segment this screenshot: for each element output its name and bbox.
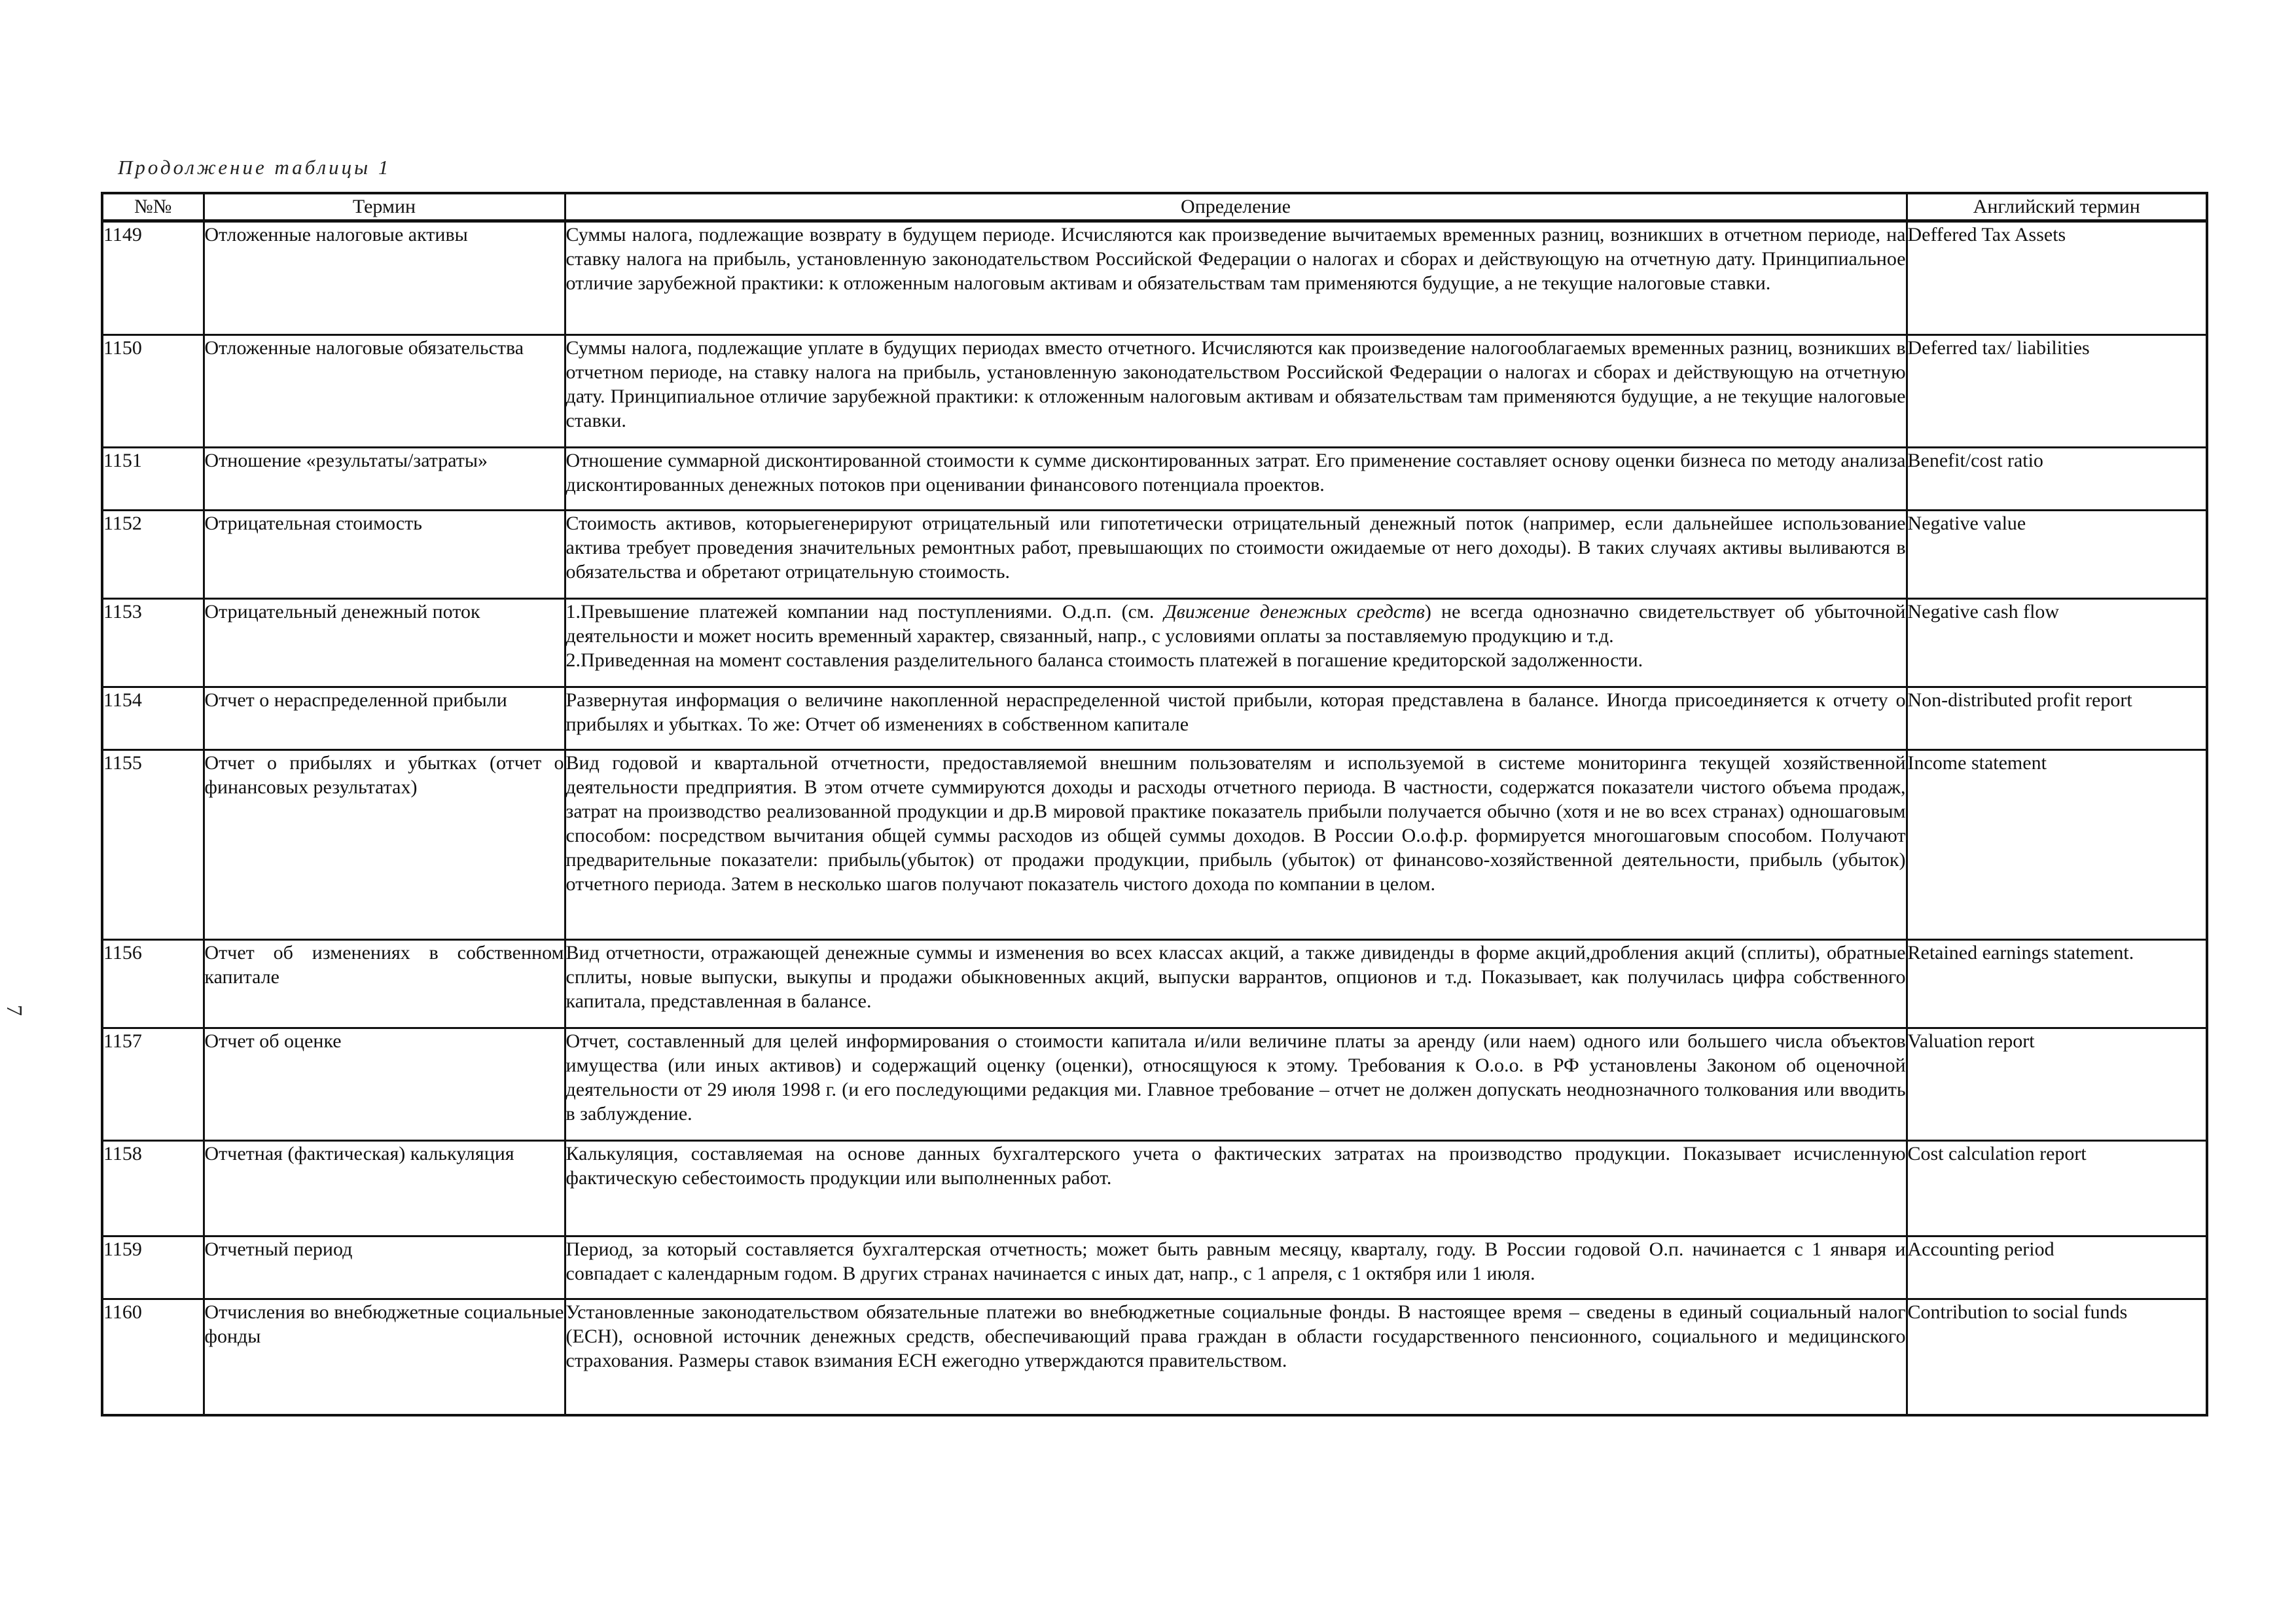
- cell-term: Отчетный период: [204, 1236, 565, 1299]
- cell-num: 1160: [102, 1299, 204, 1415]
- cell-num: 1152: [102, 510, 204, 598]
- table-row: [102, 221, 2207, 334]
- cell-term: Отрицательный денежный поток: [204, 598, 565, 687]
- table-row: [102, 510, 2207, 598]
- cell-english: Retained earnings statement.: [1907, 939, 2207, 1028]
- cell-term: Отчет об оценке: [204, 1028, 565, 1140]
- cell-definition: Отношение суммарной дисконтированной стоимости к сумме дисконтированных затрат. Его применение составляет основу оценки бизнеса по методу анализа дисконтированных денежных потоков при оценивании финансового потенциала проектов.: [565, 447, 1907, 510]
- cell-english: Deffered Tax Assets: [1907, 221, 2207, 334]
- cell-definition: Калькуляция, составляемая на основе данных бухгалтерского учета о фактических затратах на производство продукции. Показывает исчисленную фактическую себестоимость продукции или выполненных работ.: [565, 1140, 1907, 1236]
- table-row: [102, 1236, 2207, 1299]
- cell-term: Отношение «результаты/затраты»: [204, 447, 565, 510]
- cell-num: 1157: [102, 1028, 204, 1140]
- cell-definition: Установленные законодательством обязательные платежи во внебюджетные социальные фонды. В настоящее время – сведены в единый социальный налог (ЕСН), основной источник денежных средств, обеспечивающий права граждан в области государственного пенсионного, социального и медицинского страхования. Размеры ставок взимания ЕСН ежегодно утверждаются правительством.: [565, 1299, 1907, 1415]
- cross-reference: Движение денежных средств: [1164, 600, 1425, 623]
- cell-english: Negative cash flow: [1907, 598, 2207, 687]
- definition-line-2: 2.Приведенная на момент составления разделительного баланса стоимость платежей в погашение кредиторской задолженности.: [565, 649, 1643, 671]
- cell-term: Отчетная (фактическая) калькуляция: [204, 1140, 565, 1236]
- definition-line-1: 1.Превышение платежей компании над поступлениями. О.д.п. (см. Движение денежных средств) не всегда однозначно свидетельствует об убыточной деятельности и может носить временный характер, связанный, напр., с условиями оплаты за поставляемую продукцию и т.д.: [565, 600, 1906, 647]
- table-header: [102, 193, 2207, 221]
- cell-english: Income statement: [1907, 749, 2207, 939]
- cell-term: Отчет об изменениях в собственном капитале: [204, 939, 565, 1028]
- table-row: [102, 334, 2207, 447]
- cell-english: Deferred tax/ liabilities: [1907, 334, 2207, 447]
- cell-definition: Суммы налога, подлежащие уплате в будущих периодах вместо отчетного. Исчисляются как произведение налогооблагаемых временных разниц, возникших в отчетном периоде, на ставку налога на прибыль, установленную законодательством Российской Федерации о налогах и сборах и действующую на отчетную дату. Принципиальное отличие зарубежной практики: к отложенным налоговым активам и обязательствам там применяются будущие, а не текущие налоговые ставки.: [565, 334, 1907, 447]
- header-term: Термин: [204, 193, 565, 221]
- cell-num: 1149: [102, 221, 204, 334]
- cell-definition: Развернутая информация о величине накопленной нераспределенной чистой прибыли, которая представлена в балансе. Иногда присоединяется к отчету о прибылях и убытках. То же: Отчет об изменениях в собственном капитале: [565, 687, 1907, 749]
- cell-english: Negative value: [1907, 510, 2207, 598]
- cell-definition: Отчет, составленный для целей информирования о стоимости капитала и/или величине платы за аренду (или наем) одного или большего числа объектов имущества (или иных активов) и содержащий оценку (оценки), относящуюся к этому. Требования к О.о.о. в РФ установлены Законом об оценочной деятельности от 29 июля 1998 г. (и его последующими редакция ми. Главное требование – отчет не должен допускать неоднозначного толкования или вводить в заблуждение.: [565, 1028, 1907, 1140]
- table-row: [102, 1299, 2207, 1415]
- cell-num: 1154: [102, 687, 204, 749]
- cell-term: Отчет о нераспределенной прибыли: [204, 687, 565, 749]
- table-row: [102, 1140, 2207, 1236]
- cell-num: 1158: [102, 1140, 204, 1236]
- table-row: [102, 939, 2207, 1028]
- cell-term: Отложенные налоговые обязательства: [204, 334, 565, 447]
- cell-definition: Суммы налога, подлежащие возврату в будущем периоде. Исчисляются как произведение вычитаемых временных разниц, возникших в отчетном периоде, на ставку налога на прибыль, установленную законодательством Российской Федерации о налогах и сборах и действующую на отчетную дату. Принципиальное отличие зарубежной практики: к отложенным налоговым активам и обязательствам там применяются будущие, а не текущие налоговые ставки.: [565, 221, 1907, 334]
- cell-num: 1153: [102, 598, 204, 687]
- cell-english: Contribution to social funds: [1907, 1299, 2207, 1415]
- table-body: [102, 221, 2207, 1415]
- cell-english: Valuation report: [1907, 1028, 2207, 1140]
- cell-term: Отложенные налоговые активы: [204, 221, 565, 334]
- cell-english: Accounting period: [1907, 1236, 2207, 1299]
- header-num: №№: [102, 193, 204, 221]
- cell-num: 1156: [102, 939, 204, 1028]
- header-definition: Определение: [565, 193, 1907, 221]
- cell-num: 1159: [102, 1236, 204, 1299]
- cell-english: Non-distributed profit report: [1907, 687, 2207, 749]
- table-row: [102, 1028, 2207, 1140]
- table-caption: Продолжение таблицы 1: [118, 156, 391, 179]
- page-number: 7: [2, 1005, 26, 1016]
- cell-definition: Период, за который составляется бухгалтерская отчетность; может быть равным месяцу, кварталу, году. В России годовой О.п. начинается с 1 января и совпадает с календарным годом. В других странах начинается с иных дат, напр., с 1 апреля, с 1 октября или 1 июля.: [565, 1236, 1907, 1299]
- cell-english: Cost calculation report: [1907, 1140, 2207, 1236]
- glossary-table: [101, 192, 2208, 1416]
- cell-term: Отчисления во внебюджетные социальные фонды: [204, 1299, 565, 1415]
- cell-english: Benefit/cost ratio: [1907, 447, 2207, 510]
- cell-num: 1151: [102, 447, 204, 510]
- cell-num: 1150: [102, 334, 204, 447]
- header-english: Английский термин: [1907, 193, 2207, 221]
- table-row: [102, 687, 2207, 749]
- cell-num: 1155: [102, 749, 204, 939]
- cell-definition: Стоимость активов, которыегенерируют отрицательный или гипотетически отрицательный денежный поток (например, если дальнейшее использование актива требует проведения значительных ремонтных работ, превышающих по стоимости ожидаемые от него доходы). В таких случаях активы выливаются в обязательства и обретают отрицательную стоимость.: [565, 510, 1907, 598]
- cell-definition: Вид годовой и квартальной отчетности, предоставляемой внешним пользователям и используемой в системе мониторинга текущей хозяйственной деятельности предприятия. В этом отчете суммируются доходы и расходы отчетного периода. В частности, содержатся показатели чистого объема продаж, затрат на производство реализованной продукции и др.В мировой практике показатель прибыли получается обычно (хотя и не во всех странах) одношаговым способом: посредством вычитания общей суммы расходов из общей суммы доходов. В России О.о.ф.р. формируется многошаговым способом. Получают предварительные показатели: прибыль(убыток) от продажи продукции, прибыль (убыток) от финансово-хозяйственной деятельности, прибыль (убыток) отчетного периода. Затем в несколько шагов получают показатель чистого дохода по компании в целом.: [565, 749, 1907, 939]
- cell-term: Отрицательная стоимость: [204, 510, 565, 598]
- cell-term: Отчет о прибылях и убытках (отчет о финансовых результатах): [204, 749, 565, 939]
- cell-definition: [565, 598, 1907, 687]
- header-row: [102, 193, 2207, 221]
- table-row: [102, 749, 2207, 939]
- cell-definition: Вид отчетности, отражающей денежные суммы и изменения во всех классах акций, а также дивиденды в форме акций,дробления акций (сплиты), обратные сплиты, новые выпуски, выкупы и продажи обыкновенных акций, выпуски варрантов, опционов и т.д. Показывает, как получилась цифра собственного капитала, представленная в балансе.: [565, 939, 1907, 1028]
- table-row: [102, 598, 2207, 687]
- table-row: [102, 447, 2207, 510]
